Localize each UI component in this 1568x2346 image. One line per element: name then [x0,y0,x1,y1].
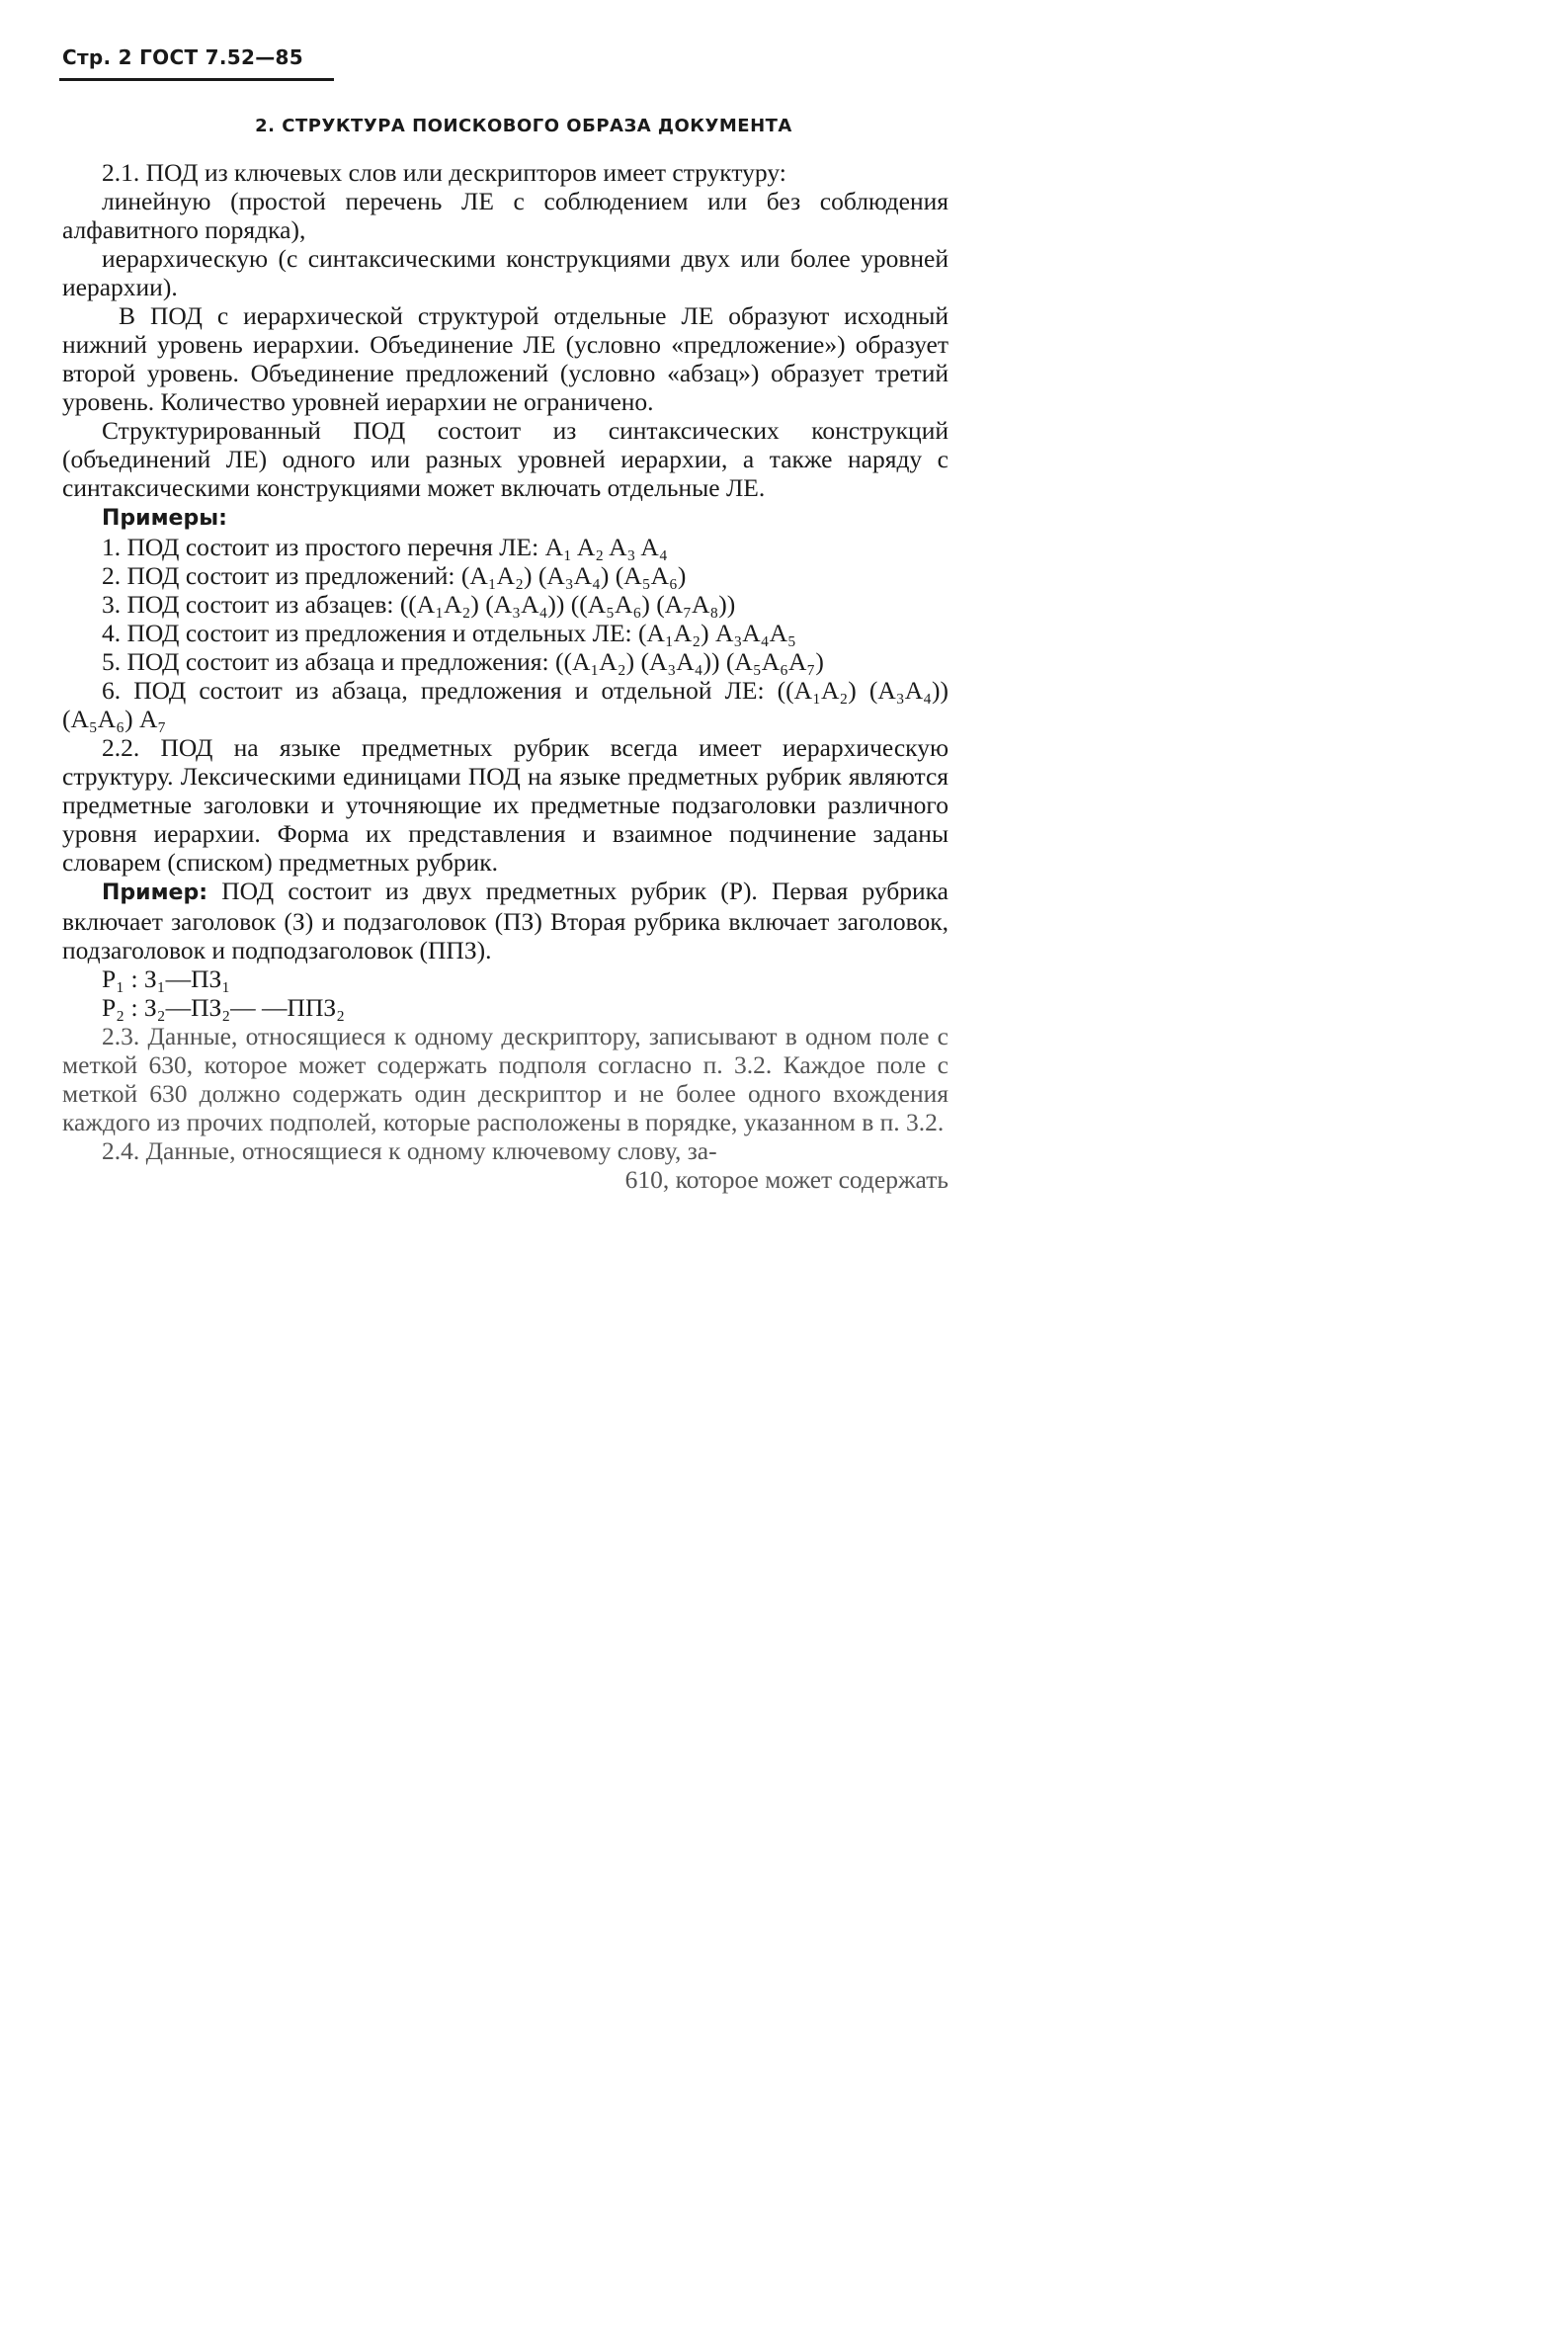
rubric-example-text: ПОД состоит из двух предметных рубрик (Р). Первая рубрика включает заголовок (З) и подзаголовок (ПЗ) Вторая рубрика включает заголовок, подзаголовок и подподзаголовок (ППЗ). [62,877,949,964]
example-item: 6. ПОД состоит из абзаца, предложения и отдельной ЛЕ: ((A₁A₂) (A₃A₄)) (A₅A₆) A₇ [62,676,949,733]
examples-label: Примеры: [102,506,227,531]
hierarchy-description: В ПОД с иерархической структурой отдельные ЛЕ образуют исходный нижний уровень иерархии. Объединение ЛЕ (условно «предложение») образует второй уровень. Объединение предложений (условно «абзац») образует третий уровень. Количество уровней иерархии не ограничено. [62,301,949,416]
example-item: 3. ПОД состоит из абзацев: ((A₁A₂) (A₃A₄)) ((A₅A₆) (A₇A₈)) [102,590,736,619]
page-header: Стр. 2 ГОСТ 7.52—85 [62,45,303,69]
example-item: 4. ПОД состоит из предложения и отдельных ЛЕ: (A₁A₂) A₃A₄A₅ [102,619,796,647]
structure-linear: линейную (простой перечень ЛЕ с соблюдением или без соблюдения алфавитного порядка), [62,187,949,244]
rubric-formula-1: Р₁ : З₁—ПЗ₁ [102,964,231,993]
clause-2-1: 2.1. ПОД из ключевых слов или дескрипторов имеет структуру: [102,158,786,187]
example-item: 5. ПОД состоит из абзаца и предложения: ((A₁A₂) (A₃A₄)) (A₅A₆A₇) [102,647,824,676]
rubric-example [62,877,949,964]
example-item: 1. ПОД состоит из простого перечня ЛЕ: A₁ A₂ A₃ A₄ [102,533,668,561]
structured-description: Структурированный ПОД состоит из синтаксических конструкций (объединений ЛЕ) одного или разных уровней иерархии, а также наряду с синтаксическими конструкциями может включать отдельные ЛЕ. [62,416,949,502]
rubric-formula-2: Р₂ : З₂—ПЗ₂— —ППЗ₂ [102,993,346,1022]
section-title: 2. СТРУКТУРА ПОИСКОВОГО ОБРАЗА ДОКУМЕНТА [255,116,792,136]
rubric-example-label: Пример: [102,880,208,905]
clause-2-3: 2.3. Данные, относящиеся к одному дескриптору, записывают в одном поле с меткой 630, которое может содержать подполя согласно п. 3.2. Каждое поле с меткой 630 должно содержать один дескриптор и не более одного вхождения каждого из прочих подполей, которые расположены в порядке, указанном в п. 3.2. [62,1022,949,1136]
structure-hierarchical: иерархическую (с синтаксическими конструкциями двух или более уровней иерархии). [62,244,949,301]
document-body [62,158,949,1194]
examples-block [62,502,949,733]
header-rule [59,78,334,81]
clause-2-2: 2.2. ПОД на языке предметных рубрик всегда имеет иерархическую структуру. Лексическими единицами ПОД на языке предметных рубрик являются предметные заголовки и уточняющие их предметные подзаголовки различного уровня иерархии. Форма их представления и взаимное подчинение заданы словарем (списком) предметных рубрик. [62,733,949,877]
example-item: 2. ПОД состоит из предложений: (A₁A₂) (A₃A₄) (A₅A₆) [102,561,687,590]
clause-2-4: 2.4. Данные, относящиеся к одному ключевому слову, за- [102,1136,717,1165]
clause-2-4-continuation: 610, которое может содержать [624,1165,949,1194]
